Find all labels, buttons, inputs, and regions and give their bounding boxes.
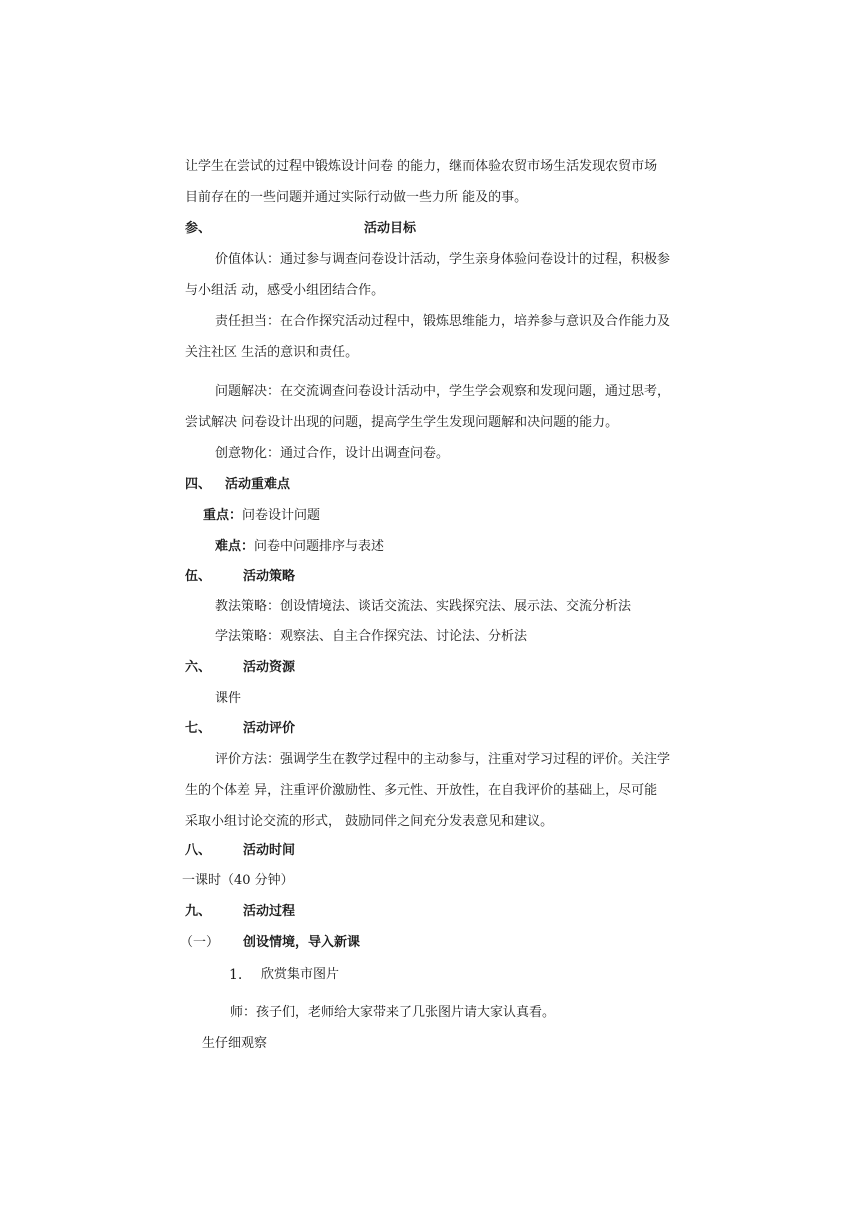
section-6-title: 活动资源 [243,660,296,675]
problem-paragraph-line-1: 问题解决：在交流调查问卷设计活动中，学生学会观察和发现问题，通过思考， [215,384,671,399]
section-7-number: 七、 [185,721,212,736]
section-5-number: 伍、 [185,569,212,584]
creative-paragraph: 创意物化：通过合作，设计出调查问卷。 [215,446,450,461]
section-5-title: 活动策略 [243,569,296,584]
section-7-title: 活动评价 [243,721,296,736]
responsibility-paragraph-line-1: 责任担当：在合作探究活动过程中，锻炼思维能力，培养参与意识及合作能力及 [215,314,671,329]
list-item-text: 欣赏集市图片 [261,967,340,982]
section-9-title: 活动过程 [243,904,296,919]
section-9-number: 九、 [185,904,212,919]
evaluation-line-1: 评价方法：强调学生在教学过程中的主动参与，注重对学习过程的评价。关注学 [215,752,671,767]
problem-paragraph-line-2: 尝试解决 问卷设计出现的问题，提高学生学生发现问题解和决问题的能力。 [185,415,619,430]
subsection-title: 创设情境，导入新课 [243,935,361,950]
difficulty-line [215,539,384,555]
section-8-number: 八、 [185,843,212,858]
responsibility-paragraph-line-2: 关注社区 生活的意识和责任。 [185,345,359,360]
key-point-label: 重点： [203,508,243,523]
teacher-line: 师：孩子们，老师给大家带来了几张图片请大家认真看。 [230,1005,556,1020]
section-3-number: 参、 [185,221,212,236]
resource-text: 课件 [215,691,242,706]
difficulty-text: 问卷中问题排序与表述 [254,539,385,554]
intro-line-1: 让学生在尝试的过程中锻炼设计问卷 的能力，继而体验农贸市场生活发现农贸市场 [185,159,658,174]
difficulty-label: 难点： [215,539,255,554]
section-3-title: 活动目标 [364,221,417,236]
section-4-title: 活动重难点 [225,477,291,492]
duration-text: 一课时（40 分钟） [182,873,294,888]
learning-strategy: 学法策略：观察法、自主合作探究法、讨论法、分析法 [215,629,528,644]
value-paragraph-line-2: 与小组活 动，感受小组团结合作。 [185,283,385,298]
section-8-title: 活动时间 [243,843,296,858]
section-4-number: 四、 [185,477,212,492]
subsection-number: （一） [180,935,220,950]
value-paragraph-line-1: 价值体认：通过参与调查问卷设计活动，学生亲身体验问卷设计的过程，积极参 [215,252,671,267]
list-item-number: 1. [229,967,243,983]
teaching-strategy: 教法策略：创设情境法、谈话交流法、实践探究法、展示法、交流分析法 [215,599,632,614]
intro-line-2: 目前存在的一些问题并通过实际行动做一些力所 能及的事。 [185,190,528,205]
student-line: 生仔细观察 [202,1036,268,1051]
evaluation-line-3: 采取小组讨论交流的形式， 鼓励同伴之间充分发表意见和建议。 [185,814,554,829]
section-6-number: 六、 [185,660,212,675]
evaluation-line-2: 生的个体差 异，注重评价激励性、多元性、开放性，在自我评价的基础上，尽可能 [185,783,658,798]
key-point-line [203,508,320,524]
key-point-text: 问卷设计问题 [242,508,321,523]
